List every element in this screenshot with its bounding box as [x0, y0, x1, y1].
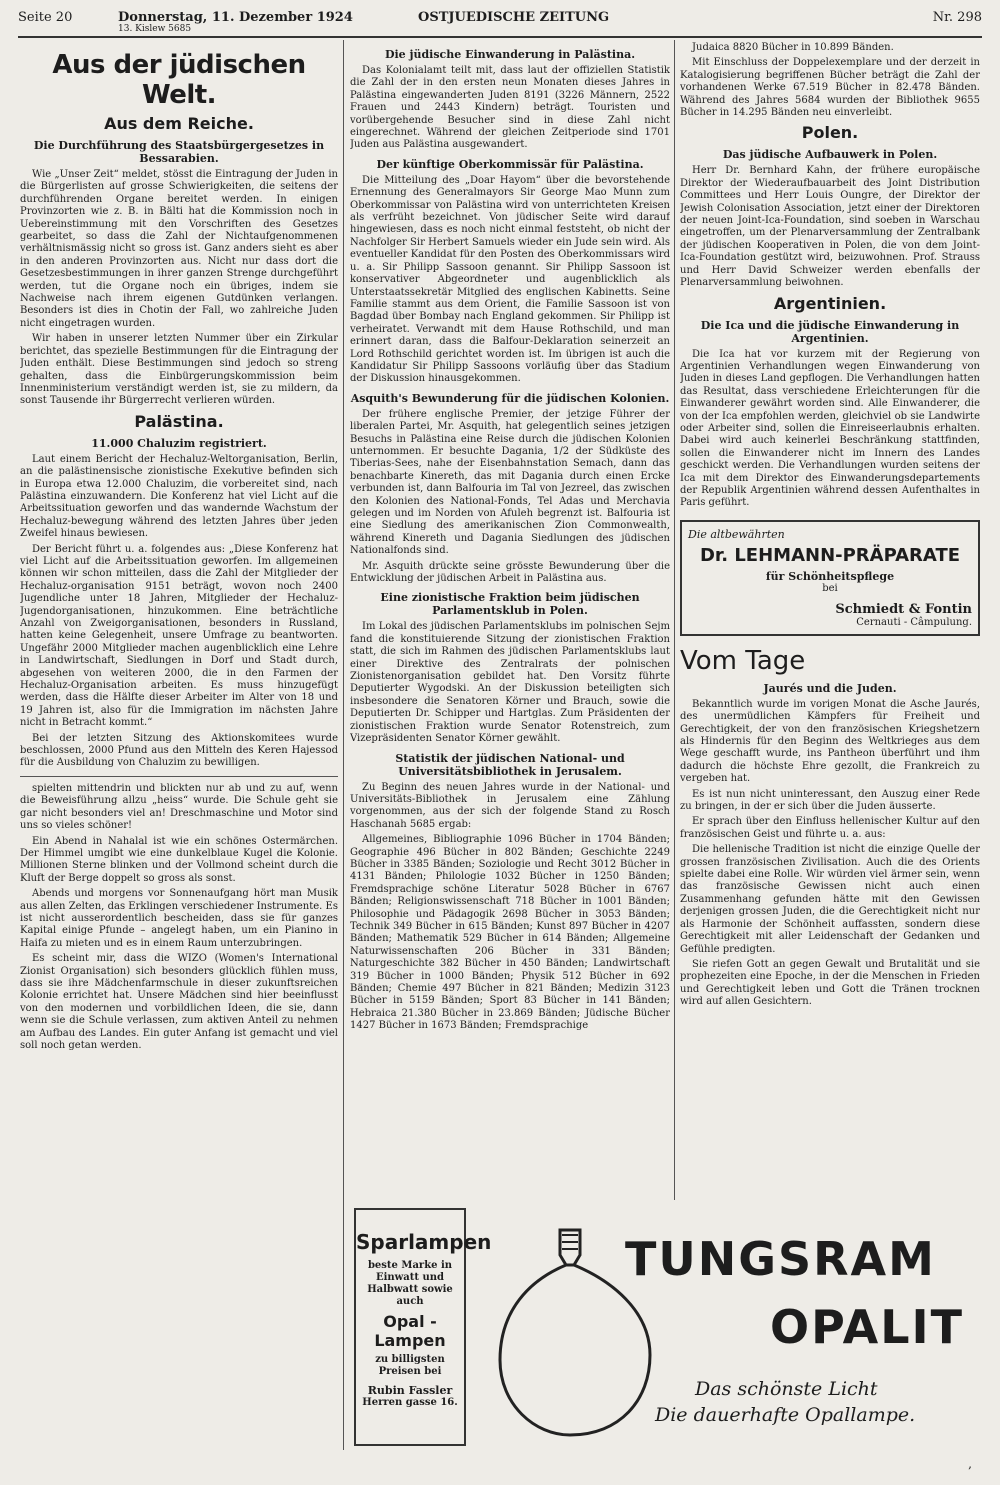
column-divider-2 [674, 40, 675, 1200]
article-title: Die Durchführung des Staatsbürgergesetzes in Bessarabien. [33, 139, 325, 165]
sparlampen-advertisement [354, 1208, 492, 1446]
column-divider-1 [343, 40, 344, 1450]
article-title: Eine zionistische Fraktion beim jüdischen Parlamentsklub in Polen. [380, 591, 640, 618]
article-paragraph: Judaica 8820 Bücher in 10.899 Bänden. [692, 42, 894, 53]
article-paragraph: Die hellenische Tradition ist nicht die einzige Quelle der grossen französischen Zivilisation. Auch die des Orients spielte dabei eine Rolle. Wir würden viel ärmer sein, wenn das französische Gewissen nicht auch einen Zusammenhang gefunden hätte mit den Gewissen derjenigen grossen Juden, die die Gerechtigkeit nicht nur als Harmonie der Schönheit auffassten, sondern diese Gerechtigkeit mit aller Leidenschaft der Gedanken und Gefühle predigten. [680, 844, 980, 955]
section-subtitle: Polen. [801, 123, 859, 143]
page-mark: , [968, 1457, 972, 1471]
ad-brand: TUNGSRAM [625, 1232, 936, 1286]
ad-product: OPALIT [770, 1300, 965, 1354]
article-paragraph: Allgemeines, Bibliographie 1096 Bücher in 1704 Bänden; Geographie 496 Bücher in 802 Bänden; Geschichte 2249 Bücher in 3385 Bänden; Soziologie und Recht 3012 Bücher in 4131 Bänden; Philologie 1032 Bücher in 1250 Bänden; Fremdsprachige schöne Literatur 5028 Bücher in 6767 Bänden; Religionswissenschaft 718 Bücher in 1001 Bänden; Philosophie und Pädagogik 2698 Bücher in 3053 Bänden; Technik 349 Bücher in 615 Bänden; Kunst 897 Bücher in 4207 Bänden; Mathematik 529 Bücher in 614 Bänden; Allgemeine Naturwissenschaften 206 Bücher in 331 Bänden; Naturgeschichte 382 Bücher in 450 Bänden; Landwirtschaft 319 Bücher in 1000 Bänden; Physik 512 Bücher in 692 Bänden; Chemie 497 Bücher in 821 Bänden; Medizin 3123 Bücher in 5159 Bänden; Sport 83 Bücher in 141 Bänden; Hebraica 21.380 Bücher in 23.869 Bänden; Jüdische Bücher 1427 Bücher in 1673 Bänden; Fremdsprachige [350, 834, 670, 1032]
article-title: Asquith's Bewunderung für die jüdischen Kolonien. [350, 391, 670, 405]
article-paragraph: Sie riefen Gott an gegen Gewalt und Brutalität und sie prophezeiten eine Epoche, in der die Menschen in Frieden und Gerechtigkeit leben und Gott die Tränen trocknen wird auf allen Gesichtern. [680, 958, 980, 1008]
column-1 [20, 42, 338, 1452]
article-paragraph: Wir haben in unserer letzten Nummer über ein Zirkular berichtet, das spezielle Bestimmungen für die Eintragung der Juden enthält. Diese Bestimmungen sind jedoch so streng gehalten, dass die Einbürgerungskommission beim Innenministerium verständigt werden ist, sie zu mildern, da sonst Tausende ihr Bürgerrecht verlieren würden. [20, 333, 338, 407]
page-number: Seite 20 [18, 10, 73, 25]
article-title: Der künftige Oberkommissär für Palästina. [376, 157, 644, 171]
article-paragraph: Der Bericht führt u. a. folgendes aus: „Diese Konferenz hat viel Licht auf die Arbeitssituation geworfen. Im allgemeinen können wir schon mitteilen, dass die Zahl der Mitglieder der Hechaluz-organisation 9151 beträgt, wovon noch 2400 Jugendliche unter 18 Jahren, Mitglieder der Hechaluz-Jugendorganisationen, hinzukommen. Eine beträchtliche Anzahl von Zweigorganisationen, besonders in Russland, hatten keine Gelegenheit, unsere Umfrage zu beantworten. Ungefähr 2000 Mitglieder machen augenblicklich eine Lehre in Landwirtschaft, Siedlungen in Dorf und Stadt durch, abgesehen von weiteren 2000, die in den Farmen der Hechaluz-Organisation arbeiten. Es muss hinzugefügt werden, dass die Hälfte dieser Arbeiter im Alter von 18 und 19 Jahren ist, also für die Immigration im nächsten Jahre nicht in Betracht kommt.“ [20, 543, 338, 729]
section-subtitle: Argentinien. [773, 293, 887, 313]
article-paragraph: Das Kolonialamt teilt mit, dass laut der offiziellen Statistik die Zahl der in den ersten neun Monaten dieses Jahres in Palästina eingewanderten Juden 8191 (3226 Männern, 2522 Frauen und 2443 Kindern) beträgt. Touristen und vorübergehende Besucher sind in diese Zahl nicht eingerechnet. Während der gleichen Zeitperiode sind 1701 Juden aus Palästina ausgewandert. [350, 65, 670, 151]
ad-headline: Sparlampen [356, 1230, 492, 1254]
article-paragraph: Die Mitteilung des „Doar Hayom“ über die bevorstehende Ernennung des Generalmayors Sir George Mao Munn zum Oberkommissar von Palästina wird von unterrichteten Kreisen als verfrüht bezeichnet. Von jüdischer Seite wird darauf hingewiesen, dass es noch nicht einmal feststeht, ob nicht der Nachfolger Sir Herbert Samuels wieder ein Jude sein wird. Als eventueller Kandidat für den Posten des Oberkommissars wird u. a. Sir Philipp Sassoon genannt. Sir Philipp Sassoon ist konservativer Abgeordneter und augenblicklich als Unterstaatssekretär Mitglied des englischen Kabinetts. Seine Familie stammt aus dem Orient, die Familie Sassoon ist von Bagdad über Bombay nach England gekommen. Sir Philipp ist verheiratet. Verwandt mit dem Hause Rothschild, und man erinnert daran, dass die Balfour-Deklaration seinerzeit an Lord Rothschild gerichtet worden ist. Im übrigen ist auch die Kandidatur Sir Philipp Sassoons vorläufig über das Stadium der Diskussion hinausgekommen. [350, 174, 670, 385]
article-title: 11.000 Chaluzim registriert. [91, 436, 267, 450]
issue-date: Donnerstag, 11. Dezember 1924 [118, 10, 353, 25]
article-paragraph: Die Ica hat vor kurzem mit der Regierung von Argentinien Verhandlungen wegen Einwanderung von Juden in dieses Land gepflogen. Die Verhandlungen hatten das Resultat, dass verschiedene Erleichterungen für die Einwanderer gewährt worden sind. Alle Einwanderer, die von der Ica empfohlen werden, gleichviel ob sie Landwirte oder Arbeiter sind, sollen die Einreiseerlaubnis erhalten. Dabei wird auch keinerlei Beschränkung stattfinden, sollen die Einwanderer nicht im Innern des Landes geschickt werden. Die Verhandlungen wurden seitens der Ica mit dem Direktor des Einwanderungsdepartements der Republik Argentinien während dessen Aufenthaltes in Paris geführt. [680, 348, 980, 509]
lehmann-advertisement [680, 520, 980, 636]
section-subtitle: Aus dem Reiche. [104, 114, 254, 133]
ad-line: beste Marke in Einwatt und Halbwatt sowie auch [367, 1260, 453, 1307]
article-title: Die Ica und die jüdische Einwanderung in Argentinien. [700, 318, 960, 345]
article-paragraph: Er sprach über den Einfluss hellenischer Kultur auf den französischen Geist und führte u. a. aus: [680, 816, 980, 840]
column-3 [680, 42, 980, 1232]
article-paragraph: spielten mittendrin und blickten nur ab und zu auf, wenn die Beweisführung allzu „heiss“ wurde. Die Schule geht sie gar nicht besonders viel an! Dreschmaschine und Motor sind uns so vieles schöner! [20, 782, 338, 832]
section-title: Aus der jüdischen Welt. [52, 50, 306, 110]
ad-line: für Schönheitspflege [765, 569, 895, 583]
ad-headline: Opal - Lampen [374, 1312, 446, 1350]
ad-line: Die altbewährten [688, 527, 785, 541]
article-paragraph: Wie „Unser Zeit“ meldet, stösst die Eintragung der Juden in die Bürgerlisten auf grosse Schwierigkeiten, die seitens der durchführenden Organe bereitet werden. In einigen Provinzorten wie z. B. in Bälti hat die Kommission noch in Uebereinstimmung mit den Vorschriften des Gesetzes gearbeitet, so dass die Zahl der Nichtaufgenommenen verhältnismässig nicht so gross ist. Ganz anders sieht es aber in den anderen Provinzorten aus. Nicht nur dass dort die Gesetzesbestimmungen in ihrer ganzen Strenge durchgeführt werden, tut die Organe noch ein übriges, indem sie Nachweise nach ihrem eigenen Gutdünken verlangen. Besonders ist dies in Chotin der Fall, wo zahlreiche Juden nicht eingetragen wurden. [20, 169, 338, 329]
ad-address: Herren gasse 16. [362, 1397, 458, 1408]
ad-location: Cernauti - Câmpulung. [856, 616, 972, 628]
section-subtitle: Palästina. [134, 411, 224, 431]
tungsram-advertisement [470, 1210, 980, 1442]
article-title: Die jüdische Einwanderung in Palästina. [384, 48, 636, 61]
ad-slogan: Die dauerhafte Opallampe. [655, 1404, 916, 1426]
hebrew-date: 13. Kislew 5685 [118, 24, 192, 34]
article-paragraph: Bei der letzten Sitzung des Aktionskomitees wurde beschlossen, 2000 Pfund aus den Mitteln des Keren Hajessod für die Ausbildung von Chaluzim zu bewilligen. [20, 732, 338, 769]
article-paragraph: Es ist nun nicht uninteressant, den Auszug einer Rede zu bringen, in der er sich über die Juden äusserte. [680, 788, 980, 813]
ad-slogan: Das schönste Licht [695, 1378, 878, 1400]
article-title: Jaurés und die Juden. [763, 681, 897, 695]
ad-line: zu billigsten Preisen bei [375, 1354, 445, 1377]
article-paragraph: Im Lokal des jüdischen Parlamentsklubs im polnischen Sejm fand die konstituierende Sitzung der zionistischen Fraktion statt, die sich im Rahmen des jüdischen Parlamentsklubs laut einer Direktive des Zentralrats der polnischen Zionistenorganisation gebildet hat. Den Vorsitz führte Deputierter Wygodski. An der Diskussion beteiligten sich insbesondere die Senatoren Körner und Brauch, sowie die Deputierten Dr. Schipper und Hartglas. Zum Präsidenten der zionistischen Fraktion wurde Senator Rotenstreich, zum Vizepräsidenten Senator Körner gewählt. [350, 621, 670, 745]
issue-number: Nr. 298 [932, 10, 982, 25]
article-paragraph: Es scheint mir, dass die WIZO (Women's International Zionist Organisation) sich besonders glücklich fühlen muss, dass sie ihre Mädchenfarmschule in dieser zukunftsreichen Kolonie errichtet hat. Unsere Mädchen sind hier beeinflusst von den modernen und vorbildlichen Ideen, die sie, dann wenn sie die Schule verlassen, zum aktiven Anteil zu nehmen am Aufbau des Landes. Ein guter Anfang ist gemacht und viel soll noch getan werden. [20, 953, 338, 1051]
article-paragraph: Ein Abend in Nahalal ist wie ein schönes Ostermärchen. Der Himmel umgibt wie eine dunkelblaue Kugel die Kolonie. Millionen Sterne blinken und der Vollmond scheint durch die Kluft der Berge doppelt so gross als sonst. [20, 835, 338, 884]
article-paragraph: Mit Einschluss der Doppelexemplare und der derzeit in Katalogisierung begriffenen Bücher beträgt die Zahl der vorhandenen Werke 67.519 Bücher in 82.478 Bänden. Während des Jahres 5684 wurden der Bibliothek 9655 Bücher in 14.295 Bänden neu einverleibt. [680, 57, 980, 119]
article-paragraph: Laut einem Bericht der Hechaluz-Weltorganisation, Berlin, an die palästinensische zionistische Exekutive befinden sich in Europa etwa 12.000 Chaluzim, die vorbereitet sind, nach Palästina einzuwandern. Die Konferenz hat viel Licht auf die Arbeitssituation geworfen und das wandernde Wachstum der Hechaluz-bewegung während des letzten Jahres über jeden Zweifel hinaus bewiesen. [20, 453, 338, 540]
column-2 [350, 42, 670, 1202]
vom-tage-heading: Vom Tage [680, 645, 806, 676]
newspaper-name: OSTJUEDISCHE ZEITUNG [418, 10, 610, 25]
ad-headline: Dr. LEHMANN-PRÄPARATE [699, 544, 961, 566]
article-paragraph: Abends und morgens vor Sonnenaufgang hört man Musik aus allen Zelten, das Erklingen verschiedener Instrumente. Es ist nicht ausserordentlich bescheiden, dass sie für ganzes Kapital einige Pfunde – angelegt haben, um ein Pianino in Haifa zu mieten und es in einem Raum unterzubringen. [20, 888, 338, 949]
article-paragraph: Mr. Asquith drückte seine grösste Bewunderung über die Entwicklung der jüdischen Arbeit in Palästina aus. [350, 560, 670, 585]
ad-company: Rubin Fassler [367, 1384, 453, 1397]
article-title: Statistik der jüdischen National- und Universitätsbibliothek in Jerusalem. [395, 751, 625, 778]
article-paragraph: Der frühere englische Premier, der jetzige Führer der liberalen Partei, Mr. Asquith, hat gelegentlich seines jetzigen Besuchs in Palästina eine Reise durch die jüdischen Kolonien unternommen. Er besuchte Dagania, 1/2 der Südküste des Tiberias-Sees, nahe der Eisenbahnstation Semach, dann das benachbarte Kinereth, das mit Dagania durch einen Ercke verbunden ist, dann Balfouria im Tal von Jezreel, das zwischen den Kolonien des National-Fonds, Tel Adas und Merchavia gelegen und im Norden von Afuleh begrenzt ist. Balfouria ist eine Siedlung des amerikanischen Zion Commonwealth, während Kinereth und Dagania Siedlungen des jüdischen Nationalfonds sind. [350, 408, 670, 557]
article-paragraph: Bekanntlich wurde im vorigen Monat die Asche Jaurés, des unermüdlichen Kämpfers für Freiheit und Gerechtigkeit, der von den französischen Kriegshetzern als Hindernis für den Beginn des Weltkrieges aus dem Wege geschafft wurde, ins Pantheon überführt und ihm dadurch die höchste Ehre gezollt, die Frankreich zu vergeben hat. [680, 698, 980, 785]
article-paragraph: Herr Dr. Bernhard Kahn, der frühere europäische Direktor der Wiederaufbauarbeit des Joint Distribution Committees und Herr Louis Oungre, der Direktor der Jewish Colonisation Association, jetzt einer der Direktoren der neuen Joint-Ica-Foundation, sind soeben in Warschau eingetroffen, um der Plenarversammlung der Zentralbank der jüdischen Kooperativen in Polen, die von dem Joint-Ica-Foundation gestützt wird, beizuwohnen. Prof. Strauss und Herr David Schweizer werden ebenfalls der Plenarversammlung beiwohnen. [680, 165, 980, 289]
ad-line: bei [822, 582, 838, 594]
article-paragraph: Zu Beginn des neuen Jahres wurde in der National- und Universitäts-Bibliothek in Jerusalem eine Zählung vorgenommen, aus der sich der folgende Stand zu Rosch Haschanah 5685 ergab: [350, 781, 670, 830]
article-title: Das jüdische Aufbauwerk in Polen. [722, 148, 938, 162]
ad-company: Schmiedt & Fontin [835, 601, 972, 617]
page-header [18, 6, 982, 38]
